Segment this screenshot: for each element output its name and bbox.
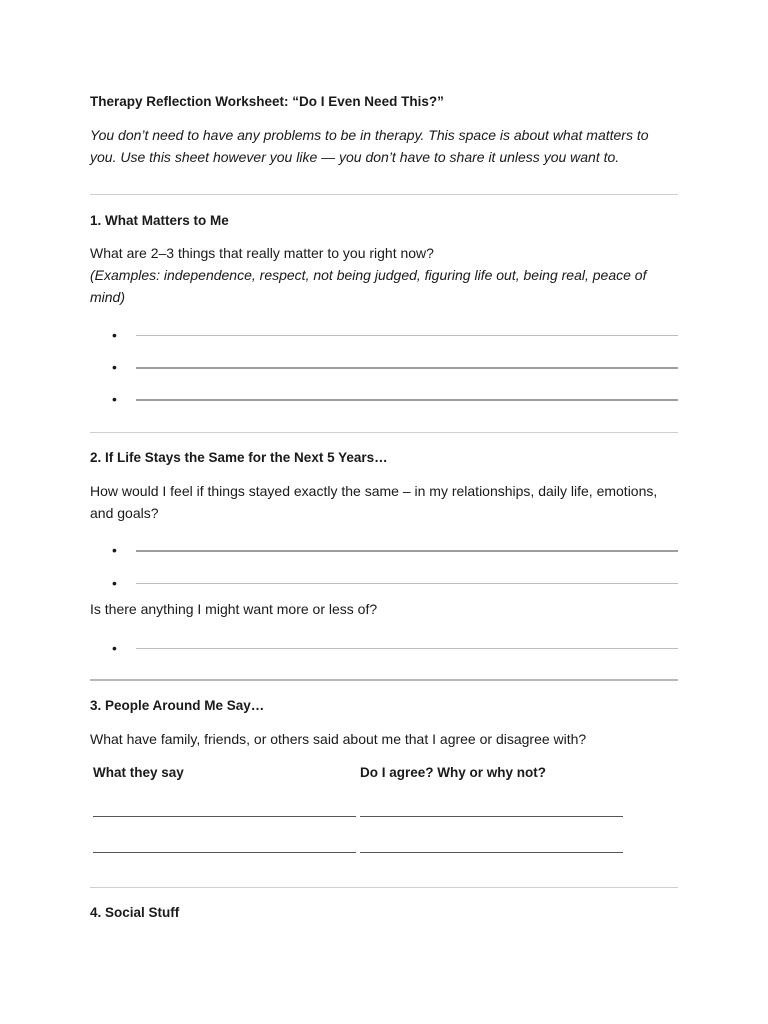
answer-line: [136, 583, 678, 584]
bullet-icon: •: [112, 542, 117, 558]
answer-line-1-2[interactable]: [112, 359, 678, 375]
do-i-agree-field-2[interactable]: [360, 852, 623, 853]
answer-line: [136, 399, 678, 401]
column-header-do-i-agree: Do I agree? Why or why not?: [360, 765, 547, 780]
answer-line: [136, 550, 678, 552]
column-header-what-they-say: What they say: [93, 765, 184, 780]
divider: [90, 194, 678, 195]
what-they-say-field-1[interactable]: [93, 816, 356, 817]
do-i-agree-field-1[interactable]: [360, 816, 623, 817]
bullet-icon: •: [112, 391, 117, 407]
bullet-icon: •: [112, 575, 117, 591]
answer-line-2-2[interactable]: [112, 575, 678, 591]
answer-line-1-3[interactable]: [112, 391, 678, 407]
section-1-examples: (Examples: independence, respect, not being judged, figuring life out, being real, peace of mind): [90, 267, 647, 305]
bullet-icon: •: [112, 327, 117, 343]
answer-line: [136, 648, 678, 649]
section-2-question: How would I feel if things stayed exactly the same – in my relationships, daily life, emotions, and goals?: [90, 483, 658, 521]
section-4-heading: 4. Social Stuff: [90, 905, 180, 920]
section-2-heading: 2. If Life Stays the Same for the Next 5 Years…: [90, 450, 388, 465]
answer-line-2-3[interactable]: [112, 640, 678, 656]
answer-line-1-1[interactable]: [112, 327, 678, 343]
divider: [90, 887, 678, 888]
divider: [90, 679, 678, 681]
section-2-question-2: Is there anything I might want more or less of?: [90, 601, 378, 617]
answer-line: [136, 367, 678, 369]
answer-line-2-1[interactable]: [112, 542, 678, 558]
section-3-heading: 3. People Around Me Say…: [90, 698, 265, 713]
answer-line: [136, 335, 678, 336]
section-1-question: [90, 242, 678, 308]
section-3-question: What have family, friends, or others said about me that I agree or disagree with?: [90, 731, 587, 747]
section-1-heading: 1. What Matters to Me: [90, 213, 229, 228]
what-they-say-field-2[interactable]: [93, 852, 356, 853]
intro-text: You don’t need to have any problems to be in therapy. This space is about what matters to you. Use this sheet however you like — you don’t have to share it unless you want to.: [90, 127, 649, 165]
divider: [90, 432, 678, 433]
bullet-icon: •: [112, 640, 117, 656]
page-title: Therapy Reflection Worksheet: “Do I Even Need This?”: [90, 94, 444, 109]
bullet-icon: •: [112, 359, 117, 375]
section-1-question-text: What are 2–3 things that really matter to you right now?: [90, 245, 434, 261]
